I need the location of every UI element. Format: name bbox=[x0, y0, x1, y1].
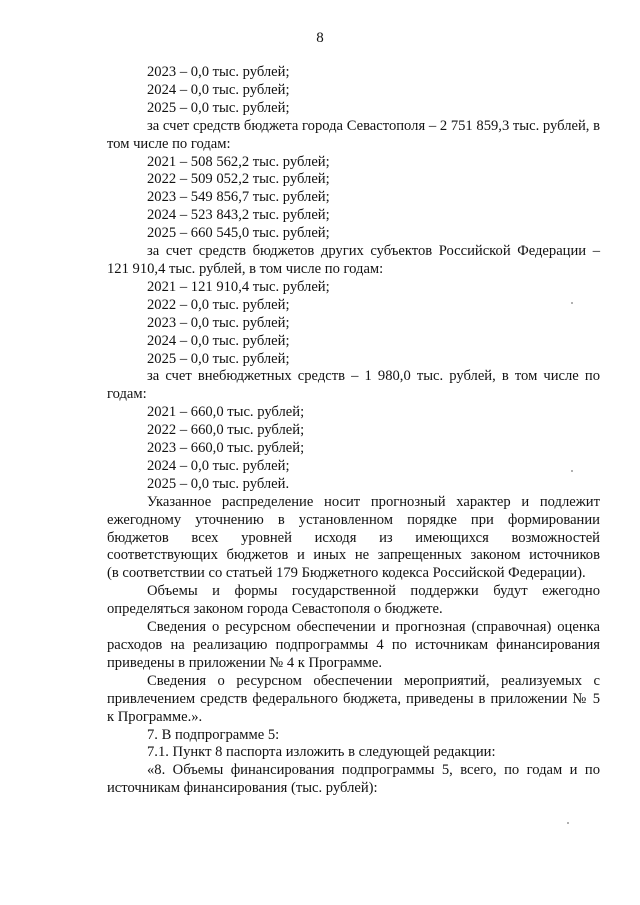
paragraph: Объемы и формы государственной поддержки будут ежегодно определяться законом города Севастополя о бюджете. bbox=[107, 583, 600, 618]
page-number: 8 bbox=[316, 30, 324, 46]
text-line: 2022 – 509 052,2 тыс. рублей; bbox=[147, 171, 330, 188]
paragraph-continuation: к Программе.». bbox=[107, 708, 203, 725]
scan-speck bbox=[571, 302, 573, 304]
paragraph: «8. Объемы финансирования подпрограммы 5, всего, по годам и по источникам финансирования (тыс. рублей): bbox=[107, 762, 600, 797]
text-line: 2024 – 0,0 тыс. рублей; bbox=[147, 81, 290, 98]
text-line: 2024 – 0,0 тыс. рублей; bbox=[147, 332, 290, 349]
text-line: 2023 – 549 856,7 тыс. рублей; bbox=[147, 189, 330, 206]
text-line: 2022 – 660,0 тыс. рублей; bbox=[147, 422, 305, 439]
text-line: 2025 – 0,0 тыс. рублей; bbox=[147, 350, 290, 367]
text-line: 2021 – 508 562,2 тыс. рублей; bbox=[147, 153, 330, 170]
text-line: 2025 – 0,0 тыс. рублей; bbox=[147, 99, 290, 116]
text-line: 2021 – 660,0 тыс. рублей; bbox=[147, 404, 305, 421]
text-line: 2023 – 0,0 тыс. рублей; bbox=[147, 314, 290, 331]
text-line: 2022 – 0,0 тыс. рублей; bbox=[147, 296, 290, 313]
text-line: 7. В подпрограмме 5: bbox=[147, 726, 280, 743]
paragraph: за счет средств бюджета города Севастополя – 2 751 859,3 тыс. рублей, в том числе по годам: bbox=[107, 117, 600, 152]
text-line: 2025 – 660 545,0 тыс. рублей; bbox=[147, 225, 330, 242]
paragraph: Указанное распределение носит прогнозный характер и подлежит ежегодному уточнению в установленном порядке при формировании бюджетов всех уровней исходя из имеющихся возможностей соответствующих бюджетов и иных не запрещенных законом источников bbox=[107, 493, 600, 564]
text-line: 2023 – 0,0 тыс. рублей; bbox=[147, 64, 290, 80]
text-line: 2024 – 0,0 тыс. рублей; bbox=[147, 457, 290, 474]
text-line: 2024 – 523 843,2 тыс. рублей; bbox=[147, 207, 330, 224]
text-line: 2021 – 121 910,4 тыс. рублей; bbox=[147, 278, 330, 295]
paragraph: за счет внебюджетных средств – 1 980,0 тыс. рублей, в том числе по годам: bbox=[107, 368, 600, 403]
scan-speck bbox=[571, 470, 573, 472]
text-line: 2025 – 0,0 тыс. рублей. bbox=[147, 475, 290, 492]
paragraph: Сведения о ресурсном обеспечении мероприятий, реализуемых с привлечением средств федерального бюджета, приведены в приложении № 5 bbox=[107, 672, 600, 707]
paragraph: Сведения о ресурсном обеспечении и прогнозная (справочная) оценка расходов на реализацию подпрограммы 4 по источникам финансирования приведены в приложении № 4 к Программе. bbox=[107, 619, 600, 671]
paragraph: за счет средств бюджетов других субъектов Российской Федерации – 121 910,4 тыс. рублей, в том числе по годам: bbox=[107, 243, 600, 277]
text-line: 7.1. Пункт 8 паспорта изложить в следующей редакции: bbox=[147, 744, 496, 761]
text-line: 2023 – 660,0 тыс. рублей; bbox=[147, 440, 305, 457]
paragraph-continuation: (в соответствии со статьей 179 Бюджетного кодекса Российской Федерации). bbox=[107, 565, 586, 582]
scan-speck bbox=[567, 822, 569, 824]
document-body bbox=[107, 64, 600, 798]
